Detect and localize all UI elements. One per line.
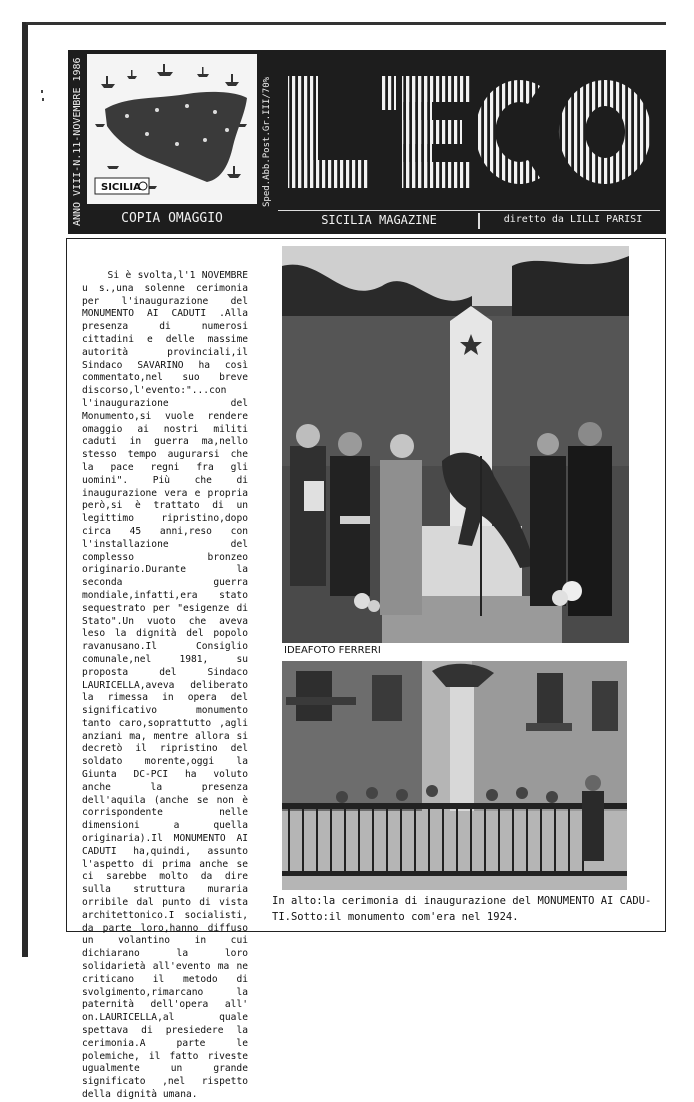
historic-monument-photo [282,661,627,890]
page-edge-shadow [22,22,28,957]
magazine-divider [478,213,480,229]
article-body: Si è svolta,l'1 NOVEMBRE u s.,una solenne cerimonia per l'inaugurazione del MONUMENTO AI CADUTI .Alla presenza di numerosi cittadini e delle massime autorità provinciali,il Sindaco SAVARINO ha così commentato,nel suo breve discorso,l'evento:"...con l'inaugurazione del Monumento,si vuole rendere omaggio ai nostri militi caduti in guerra ma,nello stesso tempo augurarsi che la pace regni fra gli uomini". Più che di inaugurazione vera e propria però,si è trattato di un legittimo ripristino,dopo circa 45 anni,reso con l'installazione del complesso bronzeo originario.Durante la seconda guerra mondiale,infatti,era stato sequestrato per "esigenze di Stato".Un vuoto che aveva leso la dignità del popolo ravanusano.Il Consiglio comunale,nel 1981, su proposta del Sindaco LAURICELLA,aveva deliberato la rimessa in opera del significativo monumento tanto caro,soprattutto ,agli anziani ma, mentre allora si decretò il ripristino del soldato morente,oggi la Giunta DC-PCI ha voluto anche la presenza dell'aquila (anche se non è corrispondente nelle dimensioni a quella originaria).Il MONUMENTO AI CADUTI ha,quindi, assunto l'aspetto di prima anche se ci sarebbe molto da dire sulla struttura muraria orribile dal punto di vista architettonico.I socialisti, da parte loro,hanno diffuso un volantino in cui dichiarano la loro solidarietà all'evento ma ne criticano il metodo di svolgimento,rimarcano la paternità dell'opera all' on.LAURICELLA,al quale spettava di presiedere la cerimonia.A parte le polemiche, il fatto riveste ugualmente un grande significato ,nel rispetto della dignità umana. [82,270,254,1100]
issue-line: ANNO VIII-N.11-NOVEMBRE 1986 [72,57,83,227]
eco-logo [280,64,660,194]
ceremony-photo [282,246,629,643]
magazine-bar [278,210,660,231]
page-top-edge [26,22,666,25]
photo-caption: In alto:la cerimonia di inaugurazione del MONUMENTO AI CADU- TI.Sotto:il monumento com'era nel 1924. [272,895,652,923]
sicily-map-illustration [87,54,257,204]
photo-credit: IDEAFOTO FERRERI [284,645,381,656]
scan-marks [40,90,46,110]
postal-line: Sped.Abb.Post.Gr.III/70% [262,76,272,208]
magazine-name: SICILIA MAGAZINE [321,213,437,227]
map-label: SICILIA [101,182,141,193]
director-credit: diretto da LILLI PARISI [503,214,643,225]
copy-label: COPIA OMAGGIO [121,211,223,226]
